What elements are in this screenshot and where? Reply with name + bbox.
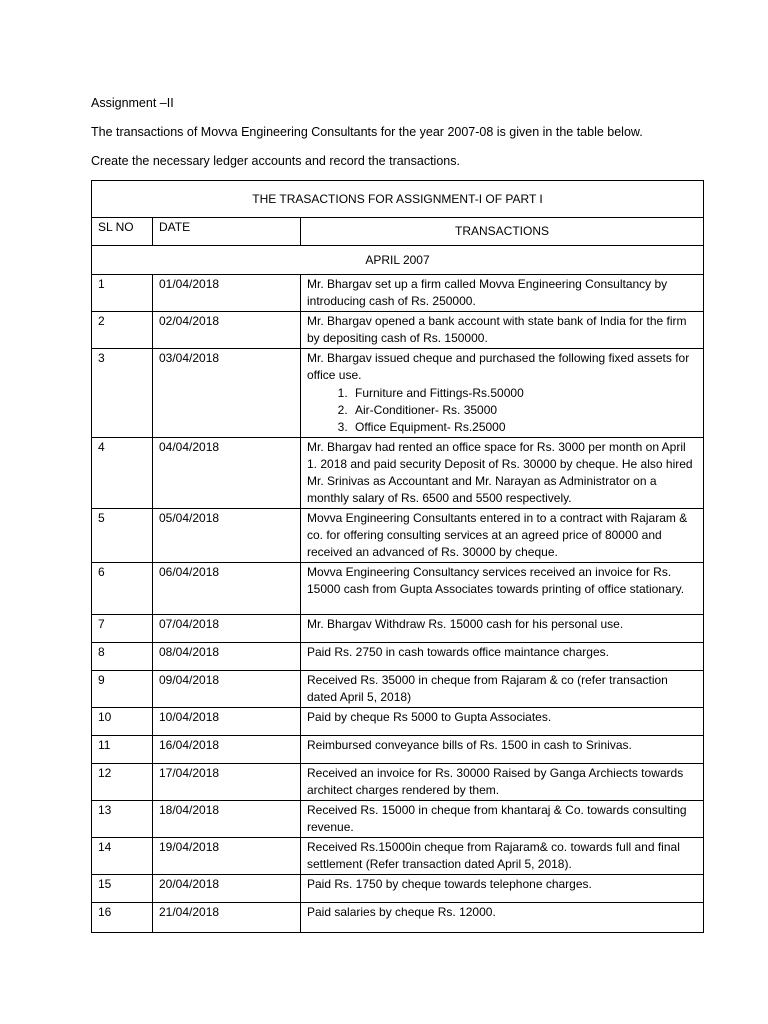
- row-date: 09/04/2018: [153, 671, 301, 708]
- transaction-text: Received an invoice for Rs. 30000 Raised by Ganga Archiects towards architect charges rendered by them.: [307, 766, 684, 797]
- transaction-text: Mr. Bhargav issued cheque and purchased the following fixed assets for office use.: [307, 351, 690, 382]
- row-sl-no: 9: [92, 671, 153, 708]
- asset-list-item: 3. Office Equipment- Rs.25000: [351, 419, 697, 436]
- table-title-row: [92, 181, 704, 218]
- row-date: 18/04/2018: [153, 801, 301, 838]
- table-row: [92, 838, 704, 875]
- row-sl-no: 15: [92, 875, 153, 903]
- asset-list: [307, 385, 697, 436]
- row-transaction: [301, 438, 704, 509]
- row-sl-no: 10: [92, 708, 153, 736]
- row-date: 07/04/2018: [153, 615, 301, 643]
- table-row: [92, 275, 704, 312]
- row-date: 21/04/2018: [153, 903, 301, 933]
- row-date: 02/04/2018: [153, 312, 301, 349]
- row-transaction: [301, 275, 704, 312]
- row-transaction: [301, 563, 704, 615]
- table-row: [92, 563, 704, 615]
- header-sl-no: SL NO: [92, 218, 153, 246]
- table-row: [92, 708, 704, 736]
- transaction-text: Movva Engineering Consultancy services received an invoice for Rs. 15000 cash from Gupta Associates towards printing of office stationary.: [307, 565, 685, 596]
- row-sl-no: 1: [92, 275, 153, 312]
- row-date: 03/04/2018: [153, 349, 301, 438]
- row-transaction: [301, 708, 704, 736]
- table-row: [92, 615, 704, 643]
- row-date: 06/04/2018: [153, 563, 301, 615]
- instruction-line: Create the necessary ledger accounts and record the transactions.: [91, 154, 460, 168]
- transaction-text: Received Rs. 35000 in cheque from Rajaram & co (refer transaction dated April 5, 2018): [307, 673, 668, 704]
- row-date: 16/04/2018: [153, 736, 301, 764]
- table-row: [92, 671, 704, 708]
- table-row: [92, 438, 704, 509]
- row-sl-no: 16: [92, 903, 153, 933]
- transaction-text: Paid Rs. 1750 by cheque towards telephone charges.: [307, 877, 592, 891]
- transaction-text: Movva Engineering Consultants entered in to a contract with Rajaram & co. for offering consulting services at an agreed price of 80000 and received an advanced of Rs. 30000 by cheque.: [307, 511, 688, 559]
- row-sl-no: 11: [92, 736, 153, 764]
- row-transaction: [301, 615, 704, 643]
- table-title: THE TRASACTIONS FOR ASSIGNMENT-I OF PART I: [92, 181, 704, 218]
- transaction-text: Paid by cheque Rs 5000 to Gupta Associates.: [307, 710, 552, 724]
- row-transaction: [301, 349, 704, 438]
- row-transaction: [301, 643, 704, 671]
- transaction-text: Mr. Bhargav had rented an office space for Rs. 3000 per month on April 1. 2018 and paid security Deposit of Rs. 30000 by cheque. He also hired Mr. Srinivas as Accountant and Mr. Narayan as Administrator on a monthly salary of Rs. 6500 and 5500 respectively.: [307, 440, 693, 505]
- transaction-text: Paid salaries by cheque Rs. 12000.: [307, 905, 496, 919]
- row-sl-no: 4: [92, 438, 153, 509]
- row-sl-no: 3: [92, 349, 153, 438]
- transaction-text: Reimbursed conveyance bills of Rs. 1500 in cash to Srinivas.: [307, 738, 632, 752]
- header-transactions: TRANSACTIONS: [301, 218, 704, 246]
- transaction-text: Mr. Bhargav set up a firm called Movva Engineering Consultancy by introducing cash of Rs. 250000.: [307, 277, 668, 308]
- table-row: [92, 349, 704, 438]
- row-date: 04/04/2018: [153, 438, 301, 509]
- row-sl-no: 7: [92, 615, 153, 643]
- row-date: 10/04/2018: [153, 708, 301, 736]
- row-transaction: [301, 312, 704, 349]
- table-row: [92, 903, 704, 933]
- row-transaction: [301, 764, 704, 801]
- transaction-text: Received Rs. 15000 in cheque from khantaraj & Co. towards consulting revenue.: [307, 803, 687, 834]
- table-row: [92, 312, 704, 349]
- table-row: [92, 643, 704, 671]
- row-transaction: [301, 509, 704, 563]
- transaction-text: Paid Rs. 2750 in cash towards office maintance charges.: [307, 645, 609, 659]
- row-sl-no: 5: [92, 509, 153, 563]
- row-date: 01/04/2018: [153, 275, 301, 312]
- table-row: [92, 764, 704, 801]
- row-date: 19/04/2018: [153, 838, 301, 875]
- transaction-text: Received Rs.15000in cheque from Rajaram& co. towards full and final settlement (Refer transaction dated April 5, 2018).: [307, 840, 680, 871]
- row-date: 05/04/2018: [153, 509, 301, 563]
- row-sl-no: 14: [92, 838, 153, 875]
- month-row: [92, 246, 704, 275]
- table-header-row: [92, 218, 704, 246]
- header-date: DATE: [153, 218, 301, 246]
- transaction-text: Mr. Bhargav Withdraw Rs. 15000 cash for his personal use.: [307, 617, 624, 631]
- row-transaction: [301, 903, 704, 933]
- row-sl-no: 6: [92, 563, 153, 615]
- row-transaction: [301, 838, 704, 875]
- transactions-table: [91, 180, 704, 933]
- month-label: APRIL 2007: [92, 246, 704, 275]
- row-transaction: [301, 671, 704, 708]
- row-transaction: [301, 736, 704, 764]
- row-date: 17/04/2018: [153, 764, 301, 801]
- transaction-text: Mr. Bhargav opened a bank account with state bank of India for the firm by depositing cash of Rs. 150000.: [307, 314, 687, 345]
- row-sl-no: 13: [92, 801, 153, 838]
- intro-line: The transactions of Movva Engineering Consultants for the year 2007-08 is given in the table below.: [91, 125, 643, 139]
- row-sl-no: 2: [92, 312, 153, 349]
- row-sl-no: 12: [92, 764, 153, 801]
- row-date: 20/04/2018: [153, 875, 301, 903]
- assignment-heading: Assignment –II: [91, 96, 174, 110]
- table-row: [92, 509, 704, 563]
- asset-list-item: 2. Air-Conditioner- Rs. 35000: [351, 402, 697, 419]
- row-date: 08/04/2018: [153, 643, 301, 671]
- row-sl-no: 8: [92, 643, 153, 671]
- table-row: [92, 875, 704, 903]
- asset-list-item: 1. Furniture and Fittings-Rs.50000: [351, 385, 697, 402]
- table-row: [92, 801, 704, 838]
- row-transaction: [301, 801, 704, 838]
- table-row: [92, 736, 704, 764]
- row-transaction: [301, 875, 704, 903]
